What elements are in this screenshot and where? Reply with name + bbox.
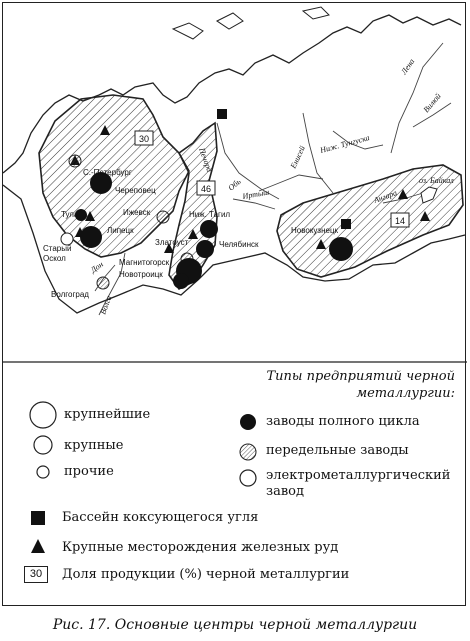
coast-islands xyxy=(173,7,329,39)
city-label-novokuznetsk: Новокузнецк xyxy=(291,226,339,235)
river-label-lena: Лена xyxy=(399,57,417,77)
size-largest-icon xyxy=(28,400,58,430)
legend-conversion: передельные заводы xyxy=(266,443,409,458)
full-cycle-icon xyxy=(238,412,258,432)
enterprise-st-petersburg xyxy=(69,155,81,167)
river-label-lower-tunguska: Ниж. Тунгуска xyxy=(319,133,371,155)
coal-basin-pechora xyxy=(217,109,227,119)
legend-electrometallurgical: электрометаллургический завод xyxy=(266,468,451,499)
city-label-zlatoust: Златоуст xyxy=(155,238,189,247)
river-label-ob: Обь xyxy=(226,176,243,193)
city-label-tula: Тула xyxy=(61,210,79,219)
city-label-izhevsk: Ижевск xyxy=(123,208,151,217)
svg-text:46: 46 xyxy=(200,184,212,194)
share-box-urals xyxy=(197,181,215,195)
enterprise-novokuznetsk xyxy=(329,237,353,261)
lake-baikal-label: оз. Байкал xyxy=(419,176,454,185)
city-label-magnitogorsk: Магнитогорск xyxy=(119,258,170,267)
legend-coal-basin: Бассейн коксующегося угля xyxy=(62,510,259,525)
share-box-european xyxy=(135,131,153,145)
river-label-volga: Волга xyxy=(98,294,114,316)
city-label-nizhny-tagil: Ниж. Тагил xyxy=(189,210,231,219)
electrometallurgical-icon xyxy=(238,468,258,488)
city-label-staryi-oskol: Старый Оскол xyxy=(43,244,72,263)
enterprise-novotroitsk xyxy=(173,273,189,289)
figure-caption: Рис. 17. Основные центры черной металлургии xyxy=(52,617,418,633)
enterprise-lipetsk xyxy=(80,226,102,248)
size-large-icon xyxy=(32,434,54,456)
legend-title: Типы предприятий черной металлургии: xyxy=(266,369,455,401)
river-label-vilyui: Вилюй xyxy=(421,91,443,115)
coal-basin-icon xyxy=(30,510,46,526)
enterprise-chelyabinsk xyxy=(196,240,214,258)
share-box-siberia xyxy=(391,213,409,227)
city-label-novotroitsk: Новотроицк xyxy=(119,270,163,279)
river-label-angara: Ангара xyxy=(372,188,399,205)
enterprise-nizhny-tagil xyxy=(200,220,218,238)
river-label-pechora: Печора xyxy=(197,146,215,174)
size-other-icon xyxy=(35,464,51,480)
coal-basin-kuzbass xyxy=(341,219,351,229)
legend-size-other: прочие xyxy=(64,464,114,479)
city-label-st-petersburg: С.-Петербург xyxy=(83,168,132,177)
legend-iron-ore: Крупные месторождения железных руд xyxy=(62,540,339,555)
city-label-volgograd: Волгоград xyxy=(51,290,89,299)
conversion-plant-icon xyxy=(238,442,258,462)
river-label-yenisei: Енисей xyxy=(288,144,307,170)
enterprise-volgograd xyxy=(97,277,109,289)
river-label-irtysh: Иртыш xyxy=(241,187,270,201)
legend-size-large: крупные xyxy=(64,438,124,453)
share-box-icon: 30 xyxy=(24,566,48,583)
city-label-cherepovets: Череповец xyxy=(115,186,156,195)
metallurgy-map xyxy=(3,3,467,363)
city-label-lipetsk: Липецк xyxy=(107,226,134,235)
iron-ore-icon xyxy=(30,538,46,554)
city-label-chelyabinsk: Челябинск xyxy=(219,240,259,249)
river-label-don: Дон xyxy=(88,259,105,275)
svg-text:14: 14 xyxy=(394,216,406,226)
legend-full-cycle: заводы полного цикла xyxy=(266,414,420,429)
legend-share: Доля продукции (%) черной металлургии xyxy=(62,567,350,582)
enterprise-izhevsk xyxy=(157,211,169,223)
legend-size-largest: крупнейшие xyxy=(64,407,151,422)
svg-text:30: 30 xyxy=(138,134,150,144)
